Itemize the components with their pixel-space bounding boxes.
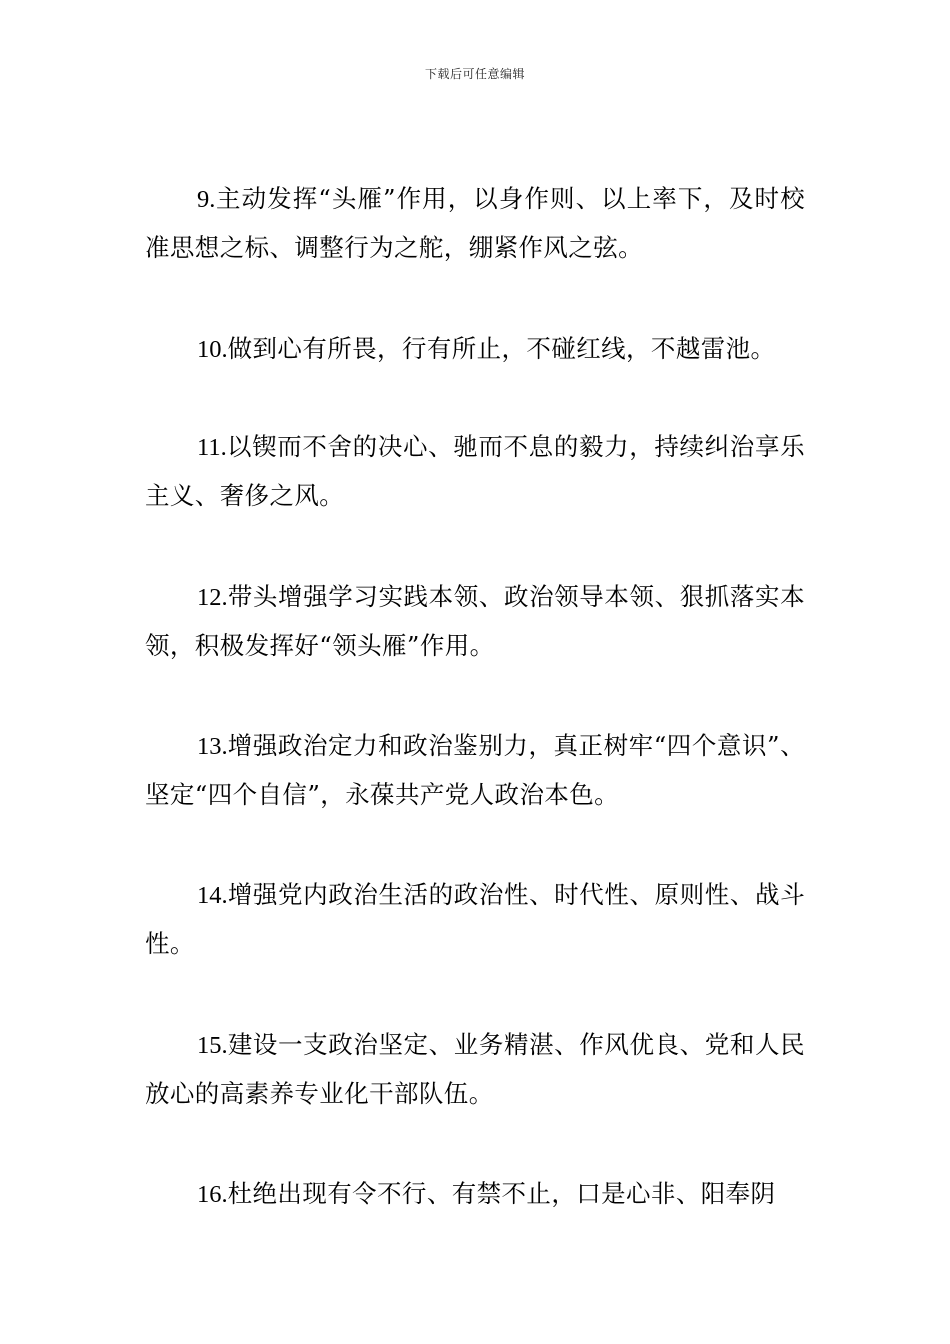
- paragraph-number: 10.: [197, 336, 228, 363]
- paragraph-11: [145, 423, 805, 520]
- paragraph-text: 增强党内政治生活的政治性、时代性、原则性、战斗性。: [145, 880, 805, 958]
- paragraph-number: 13.: [197, 733, 228, 760]
- paragraph-text: 以锲而不舍的决心、驰而不息的毅力，持续纠治享乐主义、奢侈之风。: [145, 432, 805, 510]
- paragraph-text: 做到心有所畏，行有所止，不碰红线，不越雷池。: [227, 334, 776, 363]
- paragraph-15: [145, 1021, 805, 1118]
- paragraph-text: 带头增强学习实践本领、政治领导本领、狠抓落实本领，积极发挥好“领头雁”作用。: [145, 582, 805, 660]
- page-header: 下载后可任意编辑: [424, 67, 525, 81]
- paragraph-9: [145, 175, 805, 272]
- paragraph-10: [145, 325, 805, 374]
- paragraph-number: 16.: [197, 1181, 228, 1208]
- paragraph-text: 主动发挥“头雁”作用，以身作则、以上率下，及时校准思想之标、调整行为之舵，绷紧作风之弦。: [145, 184, 805, 262]
- paragraph-number: 14.: [197, 882, 228, 909]
- paragraph-number: 11.: [197, 434, 227, 461]
- paragraph-13: [145, 722, 805, 819]
- paragraph-12: [145, 573, 805, 670]
- paragraph-number: 15.: [197, 1032, 228, 1059]
- paragraph-16: [145, 1170, 805, 1219]
- paragraph-text: 杜绝出现有令不行、有禁不止，口是心非、阳奉阴: [227, 1179, 776, 1208]
- paragraph-text: 建设一支政治坚定、业务精湛、作风优良、党和人民放心的高素养专业化干部队伍。: [145, 1030, 805, 1108]
- paragraph-number: 9.: [197, 186, 216, 213]
- paragraph-14: [145, 871, 805, 968]
- paragraph-number: 12.: [197, 584, 228, 611]
- paragraph-text: 增强政治定力和政治鉴别力，真正树牢“四个意识”、坚定“四个自信”，永葆共产党人政治本色。: [145, 731, 805, 809]
